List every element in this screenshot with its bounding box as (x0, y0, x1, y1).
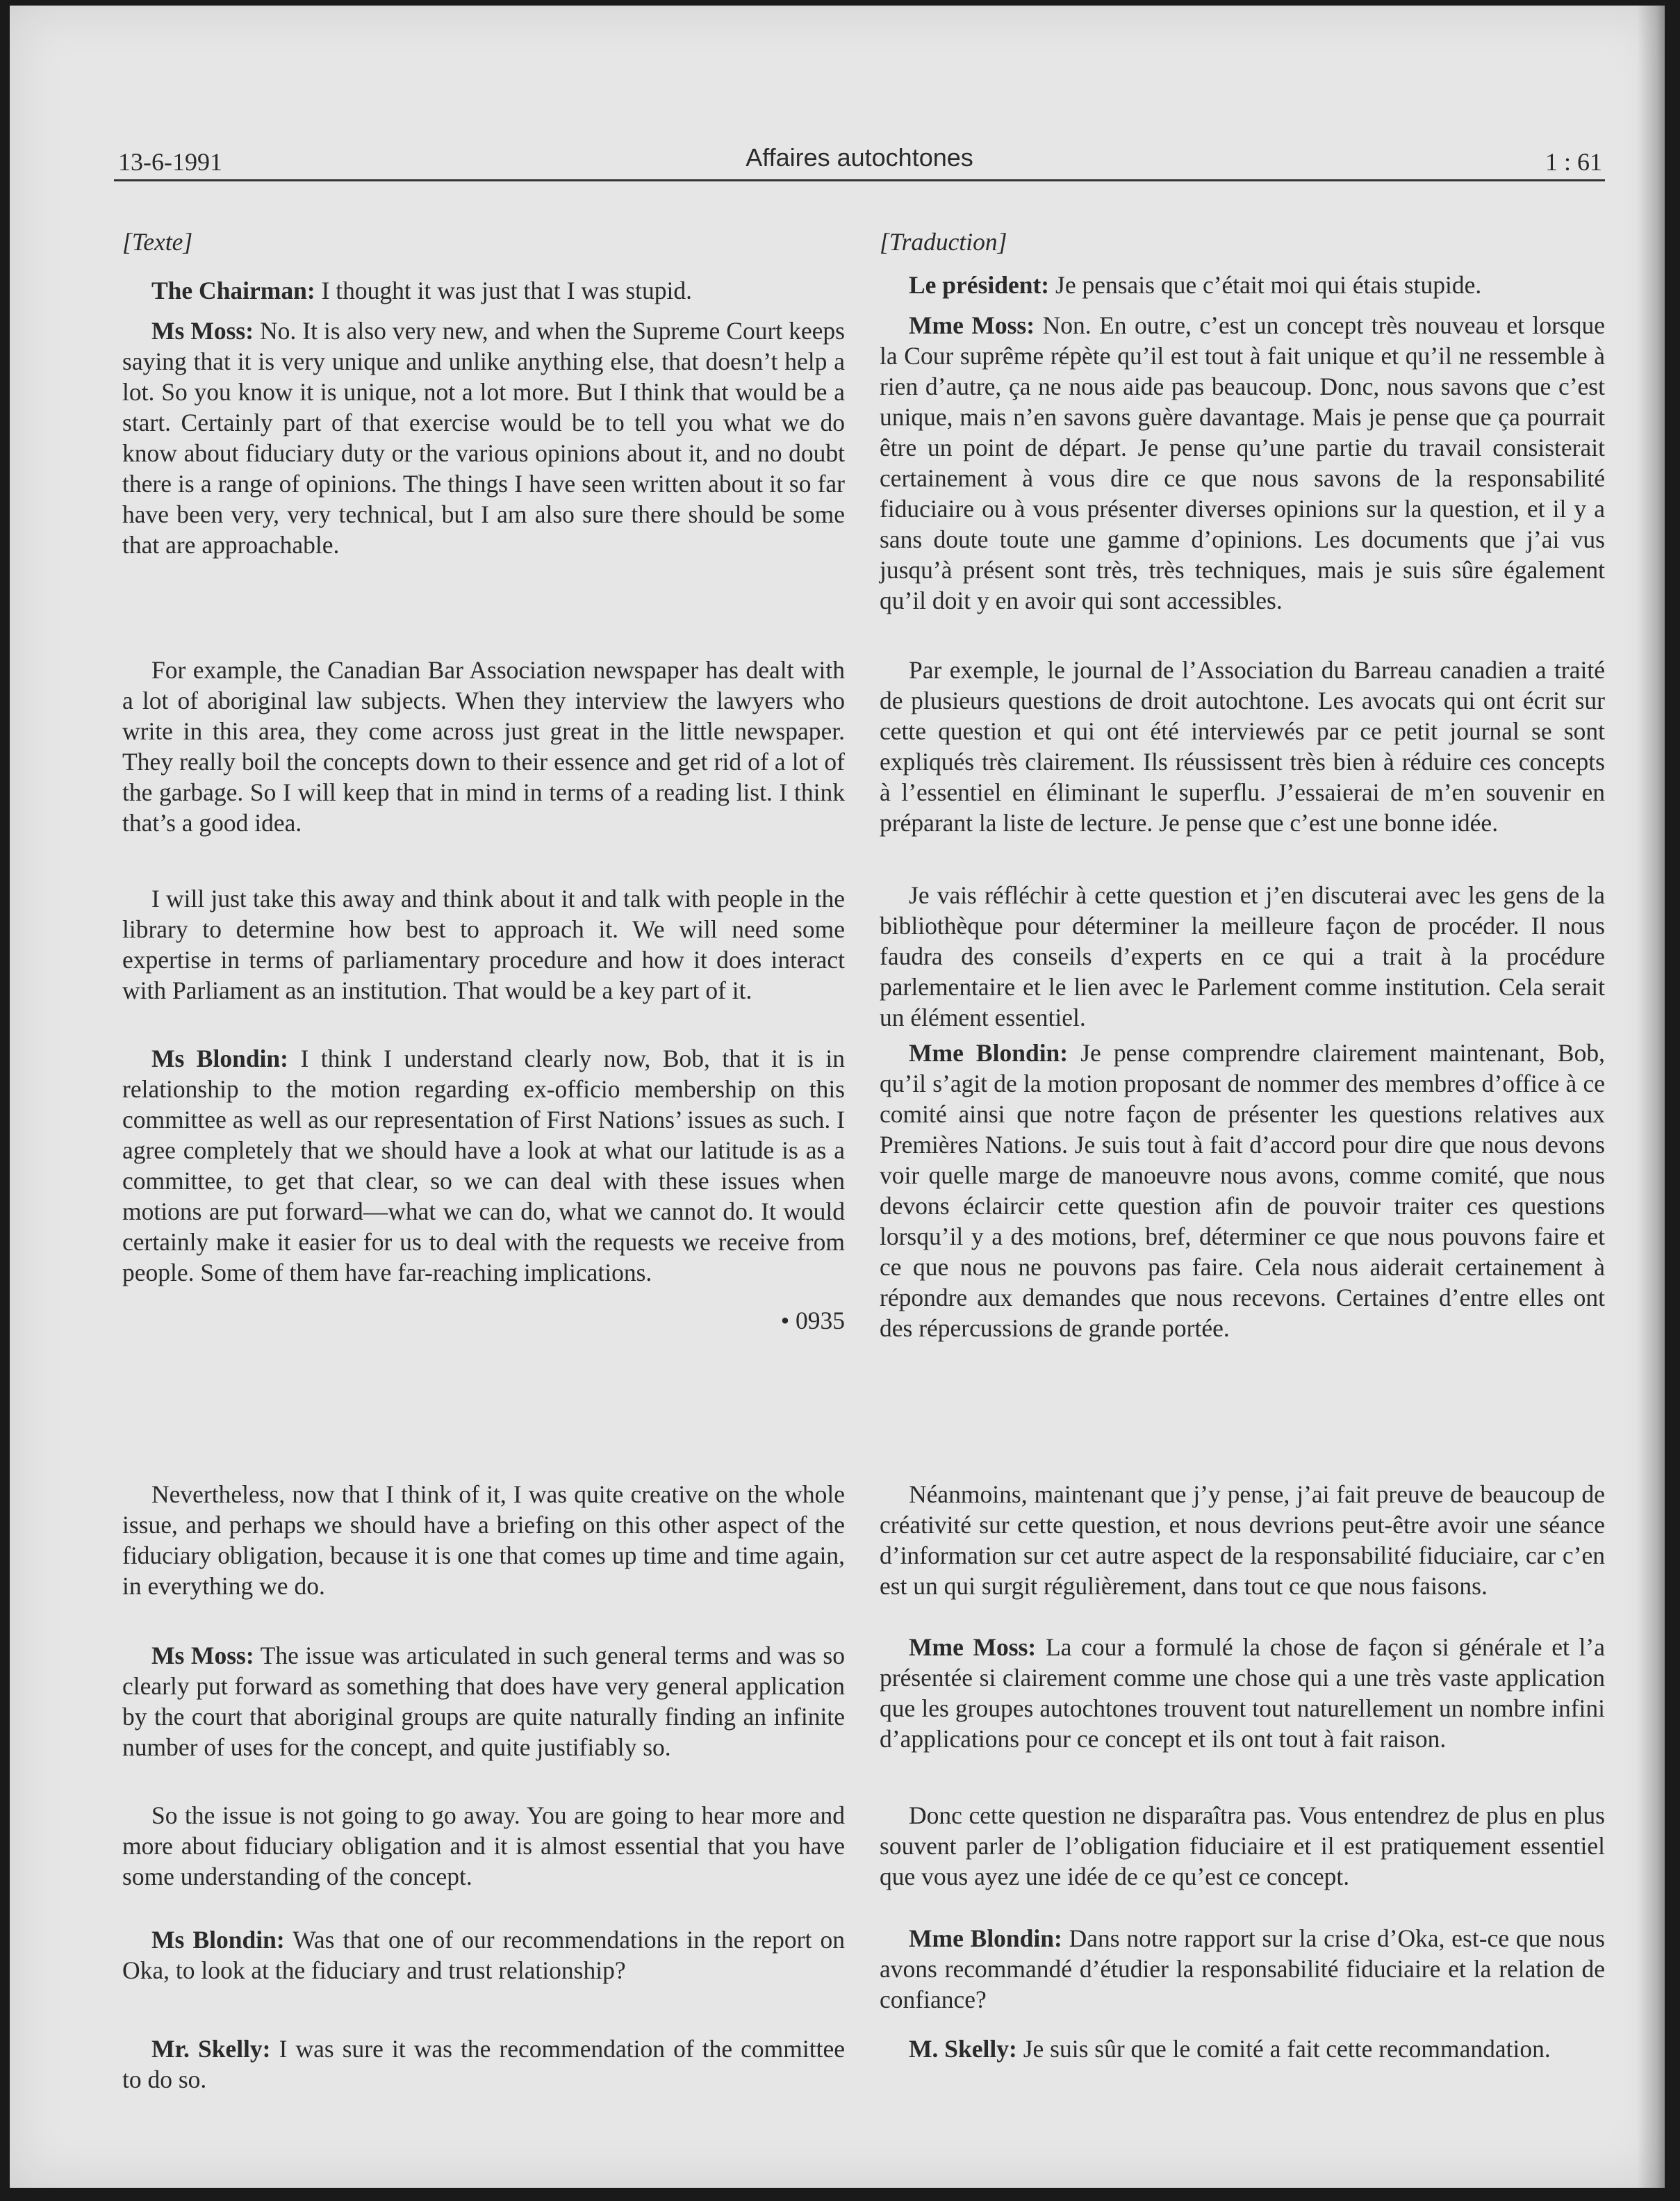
paragraph-text: Je vais réfléchir à cette question et j’en discuterai avec les gens de la bibliothèque pour déterminer la meilleure façon de procéder. Il nous faudra des conseils d’experts en ce qui a trait à la procédure parlementaire et le lien avec le Parlement comme institution. Cela serait un élément essentiel. (880, 881, 1605, 1031)
paragraph-text: I thought it was just that I was stupid. (315, 277, 693, 304)
paragraph (880, 1479, 1605, 1601)
paragraph (880, 1038, 1605, 1343)
paragraph (880, 880, 1605, 1033)
paragraph-text: I think I understand clearly now, Bob, that it is in relationship to the motion regarding ex-officio membership on this committee as well as our representation of First Nations’ issues as such. I agree completely that we should have a look at what our latitude is as a committee, to get that clear, so we can deal with these issues when motions are put forward—what we can do, what we cannot do. It would certainly make it easier for us to deal with the requests we receive from people. Some of them have far-reaching implications. (122, 1045, 846, 1286)
paragraph-text: Je suis sûr que le comité a fait cette recommandation. (1016, 2035, 1551, 2063)
header-date: 13-6-1991 (118, 148, 222, 176)
paragraph (122, 1479, 845, 1601)
paragraph (122, 655, 845, 838)
speaker-name: Mme Moss: (909, 311, 1035, 339)
paragraph (122, 883, 845, 1006)
header-title: Affaires autochtones (746, 143, 973, 172)
paragraph-text: For example, the Canadian Bar Association newspaper has dealt with a lot of aboriginal law subjects. When they interview the lawyers who write in this area, they come across just great in the little newspaper. They really boil the concepts down to their essence and get rid of a lot of the garbage. So I will keep that in mind in terms of a reading list. I think that’s a good idea. (122, 656, 845, 837)
speaker-name: Le président: (909, 271, 1050, 299)
paragraph (880, 1923, 1605, 2015)
page-header (114, 136, 1605, 181)
speaker-name: M. Skelly: (909, 2035, 1017, 2063)
paragraph-text: Je pensais que c’était moi qui étais stupide. (1049, 271, 1482, 299)
speaker-name: Mme Blondin: (909, 1039, 1069, 1067)
book-spine-shadow (1637, 6, 1665, 2188)
paragraph-text: Par exemple, le journal de l’Association du Barreau canadien a traité de plusieurs questions de droit autochtone. Les avocats qui ont écrit sur cette question et qui ont été interviewés par ce petit journal se sont expliqués très clairement. Ils réussissent très bien à réduire ces concepts à l’essentiel en éliminant le superflu. J’essaierai de m’en souvenir en préparant la liste de lecture. Je pense que c’est une bonne idée. (880, 656, 1605, 837)
paragraph-text: Dans notre rapport sur la crise d’Oka, est-ce que nous avons recommandé d’étudier la responsabilité fiduciaire et la relation de confiance? (880, 1924, 1605, 2013)
speaker-name: Ms Blondin: (151, 1045, 288, 1072)
paragraph-text: Donc cette question ne disparaîtra pas. Vous entendrez de plus en plus souvent parler de l’obligation fiduciaire et il est pratiquement essentiel que vous ayez une idée de ce qu’est ce concept. (880, 1801, 1605, 1890)
paragraph (122, 1800, 845, 1892)
paragraph-text: La cour a formulé la chose de façon si générale et l’a présentée si clairement comme une chose qui a une très vaste application que les groupes autochtones trouvent tout naturellement un nombre infini d’applications pour ce concept et ils ont tout à fait raison. (880, 1633, 1605, 1753)
paragraph (880, 1632, 1605, 1754)
paragraph (122, 1640, 845, 1762)
time-marker: • 0935 (780, 1307, 845, 1334)
section-label: [Texte] (122, 228, 193, 256)
speaker-name: Ms Moss: (151, 1642, 254, 1669)
paragraph (880, 310, 1605, 616)
speaker-name: Ms Blondin: (151, 1926, 285, 1954)
paragraph-text: Non. En outre, c’est un concept très nouveau et lorsque la Cour suprême répète qu’il est tout à fait unique et qu’il ne ressemble à rien d’autre, ça ne nous aide pas beaucoup. Donc, nous savons que c’est unique, mais n’en savons guère davantage. Mais je pense que ça pourrait être un point de départ. Je pense qu’une partie du travail consisterait certainement à vous dire ce que nous savons de la responsabilité fiduciaire ou à vous présenter diverses opinions sur la question, et il y a sans doute toute une gamme d’opinions. Les documents que j’ai vus jusqu’à présent sont très, très techniques, mais je suis sûre également qu’il doit y en avoir qui sont accessibles. (880, 311, 1605, 614)
paragraph (880, 270, 1605, 300)
paragraph-text: The issue was articulated in such general terms and was so clearly put forward as something that does have very general application by the court that aboriginal groups are quite naturally finding an infinite number of uses for the concept, and quite justifiably so. (122, 1642, 846, 1761)
document-page (10, 6, 1665, 2188)
paragraph-text: Néanmoins, maintenant que j’y pense, j’ai fait preuve de beaucoup de créativité sur cette question, et nous devrions peut-être avoir une séance d’information sur cet autre aspect de la responsabilité fiduciaire, car c’en est un qui surgit régulièrement, dans tout ce que nous faisons. (880, 1480, 1605, 1600)
header-page-number: 1 : 61 (1545, 148, 1602, 176)
speaker-name: Mme Moss: (909, 1633, 1037, 1661)
paragraph-text: Nevertheless, now that I think of it, I was quite creative on the whole issue, and perhaps we should have a briefing on this other aspect of the fiduciary obligation, because it is one that comes up time and time again, in everything we do. (122, 1480, 845, 1600)
paragraph-text: I was sure it was the recommendation of the committee to do so. (122, 2035, 846, 2093)
paragraph (880, 1800, 1605, 1892)
section-label: [Traduction] (880, 228, 1007, 256)
paragraph (880, 655, 1605, 838)
paragraph (122, 275, 845, 306)
paragraph (122, 1924, 845, 1986)
paragraph-text: I will just take this away and think about it and talk with people in the library to determine how best to approach it. We will need some expertise in terms of parliamentary procedure and how it does interact with Parliament as an institution. That would be a key part of it. (122, 885, 845, 1004)
speaker-name: Mr. Skelly: (151, 2035, 271, 2063)
paragraph (122, 316, 845, 560)
paragraph-text: Je pense comprendre clairement maintenant, Bob, qu’il s’agit de la motion proposant de nommer des membres d’office à ce comité ainsi que notre façon de présenter les questions relatives aux Premières Nations. Je suis tout à fait d’accord pour dire que nous devons voir quelle marge de manoeuvre nous avons, comme comité, que nous devons éclaircir cette question afin de pouvoir traiter ces questions lorsqu’il y a des motions, bref, déterminer ce que nous pouvons faire et ce que nous ne pouvons pas faire. Cela nous aiderait certainement à répondre aux demandes que nous recevons. Certaines d’entre elles ont des répercussions de grande portée. (880, 1039, 1605, 1342)
paragraph-text: No. It is also very new, and when the Supreme Court keeps saying that it is very unique and unlike anything else, that doesn’t help a lot. So you know it is unique, not a lot more. But I think that would be a start. Certainly part of that exercise would be to tell you what we do know about fiduciary duty or the various opinions about it, and no doubt there is a range of opinions. The things I have seen written about it so far have been very, very technical, but I am also sure there should be some that are approachable. (122, 317, 845, 559)
speaker-name: Ms Moss: (151, 317, 254, 345)
speaker-name: Mme Blondin: (909, 1924, 1062, 1952)
speaker-name: The Chairman: (151, 277, 315, 304)
paragraph (122, 2034, 845, 2095)
paragraph-text: Was that one of our recommendations in the report on Oka, to look at the fiduciary and trust relationship? (122, 1926, 845, 1984)
paragraph (122, 1043, 845, 1288)
paragraph (880, 2034, 1605, 2064)
paragraph-text: So the issue is not going to go away. You are going to hear more and more about fiduciary obligation and it is almost essential that you have some understanding of the concept. (122, 1801, 845, 1890)
